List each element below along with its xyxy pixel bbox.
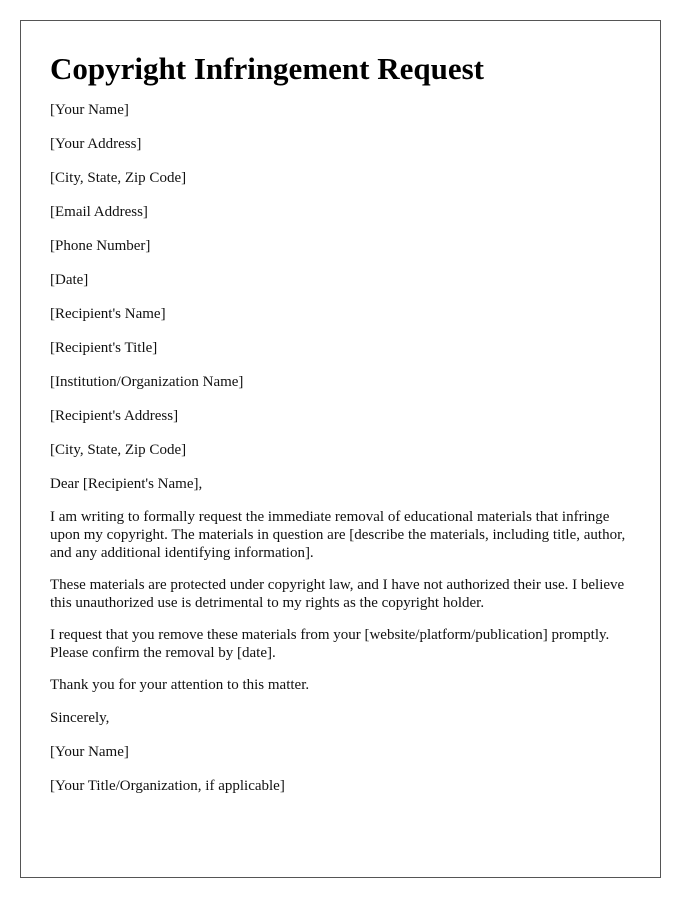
recipient-address: [Recipient's Address] (50, 408, 179, 424)
body-paragraph: These materials are protected under copyright law, and I have not authorized their use. I believe this unauthorized use is detrimental to my rights as the copyright holder. (50, 577, 625, 611)
sender-name: [Your Name] (50, 102, 129, 118)
recipient-title: [Recipient's Title] (50, 340, 158, 356)
sender-email: [Email Address] (50, 204, 148, 220)
letter-content (50, 51, 635, 810)
signature-title: [Your Title/Organization, if applicable] (50, 778, 285, 794)
recipient-city-state-zip: [City, State, Zip Code] (50, 442, 187, 458)
closing: Sincerely, (50, 710, 110, 726)
salutation: Dear [Recipient's Name], (50, 476, 203, 492)
recipient-name: [Recipient's Name] (50, 306, 166, 322)
body-paragraph: Thank you for your attention to this matter. (50, 677, 310, 693)
sender-city-state-zip: [City, State, Zip Code] (50, 170, 187, 186)
sender-phone: [Phone Number] (50, 238, 151, 254)
sender-address: [Your Address] (50, 136, 142, 152)
letter-page (20, 20, 661, 878)
body-paragraph: I am writing to formally request the immediate removal of educational materials that infringe upon my copyright. The materials in question are [describe the materials, including title, author, and any additional identifying information]. (50, 509, 626, 561)
letter-date: [Date] (50, 272, 89, 288)
letter-title: Copyright Infringement Request (50, 51, 484, 86)
body-paragraph: I request that you remove these materials from your [website/platform/publication] promptly. Please confirm the removal by [date]. (50, 627, 610, 661)
recipient-organization: [Institution/Organization Name] (50, 374, 244, 390)
signature-name: [Your Name] (50, 744, 129, 760)
